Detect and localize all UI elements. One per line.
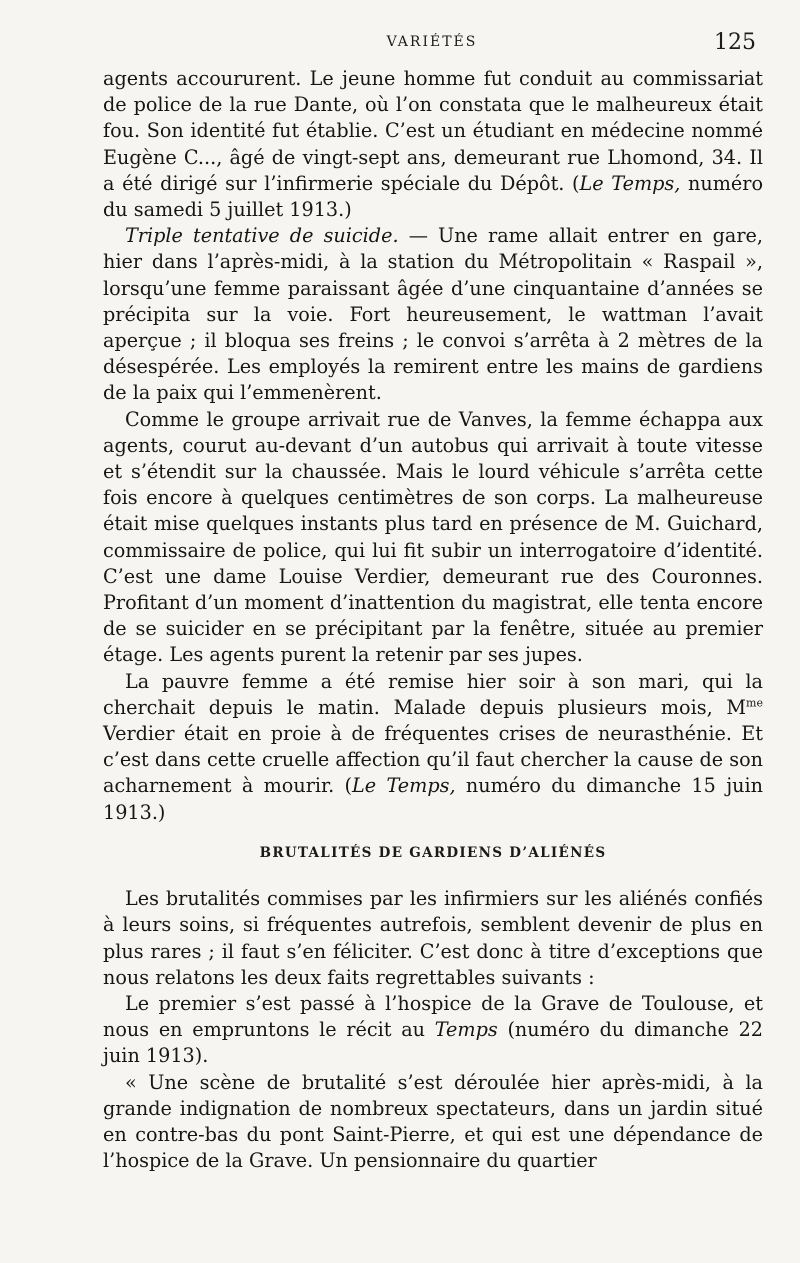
paragraph-pauvre-femme: [103, 669, 763, 826]
running-head: VARIÉTÉS: [386, 34, 478, 50]
page-header: [108, 30, 756, 58]
paragraph-brutalites: Les brutalités commises par les infirmiers sur les aliénés confiés à leurs soins, si fréquentes autrefois, semblent devenir de plus en plus rares ; il faut s’en féliciter. C’est donc à titre d’exceptions que nous relatons les deux faits regrettables suivants :: [103, 887, 763, 989]
paragraph-text: Verdier était en proie à de fréquentes crises de neurasthénie. Et c’est dans cette cruelle affection qu’il faut chercher la cause de son acharnement à mourir. (: [103, 722, 763, 798]
paragraph-text: numéro du samedi 5 juillet 1913.): [103, 171, 764, 222]
paragraph-text: (numéro du dimanche 22 juin 1913).: [103, 1018, 763, 1068]
paragraph-text: numéro du dimanche 15 juin 1913.): [103, 774, 763, 824]
page-body: [103, 66, 763, 1174]
paragraph-text: agents accoururent. Le jeune homme fut conduit au commissariat de police de la rue Dante, où l’on constata que le malheureux était fou. Son identité fut établie. C’est un étudiant en médecine nommé Eugène C..., âgé de vingt-sept ans, demeurant rue Lhomond, 34. Il a été dirigé sur l’infirmerie spéciale du Dépôt. (: [103, 67, 763, 195]
paragraph-text: La pauvre femme a été remise hier soir à son mari, qui la cherchait depuis le matin. Malade depuis plusieurs mois, M: [103, 669, 763, 719]
source-title: Temps: [434, 1018, 498, 1042]
paragraph-text: Le premier s’est passé à l’hospice de la Grave de Toulouse, et nous en empruntons le récit au: [103, 991, 763, 1042]
section-heading: BRUTALITÉS DE GARDIENS D’ALIÉNÉS: [259, 844, 607, 861]
paragraph-quotation: « Une scène de brutalité s’est déroulée hier après-midi, à la grande indignation de nombreux spectateurs, dans un jardin situé en contre-bas du pont Saint-Pierre, et qui est une dépendance de l’hospice de la Grave. Un pensionnaire du quartier: [103, 1070, 763, 1173]
paragraph-lead-title: Triple tentative de suicide.: [125, 224, 399, 248]
page-number: 125: [714, 30, 756, 55]
paragraph-triple-tentative: [103, 223, 763, 406]
paragraph-continued: [103, 66, 763, 223]
paragraph-text: — Une rame allait entrer en gare, hier dans l’après-midi, à la station du Métropolitain « Raspail », lorsqu’une femme paraissant âgée d’une cinquantaine d’années se précipita sur la voie. Fort heureusement, le wattman l’avait aperçue ; il bloqua ses freins ; le convoi s’arrêta à 2 mètres de la désespérée. Les employés la remirent entre les mains de gardiens de la paix qui l’emmenèrent.: [103, 224, 763, 405]
paragraph-rue-de-vanves: Comme le groupe arrivait rue de Vanves, la femme échappa aux agents, courut au-devant d’un autobus qui arrivait à toute vitesse et s’étendit sur la chaussée. Mais le lourd véhicule s’arrêta cette fois encore à quelques centimètres de son corps. La malheureuse était mise quelques instants plus tard en présence de M. Guichard, commissaire de police, qui lui fit subir un interrogatoire d’identité. C’est une dame Louise Verdier, demeurant rue des Couronnes. Profitant d’un moment d’inattention du magistrat, elle tenta encore de se suicider en se précipitant par la fenêtre, située au premier étage. Les agents purent la retenir par ses jupes.: [103, 407, 763, 667]
source-title: Le Temps,: [352, 774, 456, 798]
source-title: Le Temps,: [579, 171, 681, 195]
paragraph-premier-fait: [103, 991, 763, 1070]
superscript-abbrev: me: [746, 696, 763, 710]
